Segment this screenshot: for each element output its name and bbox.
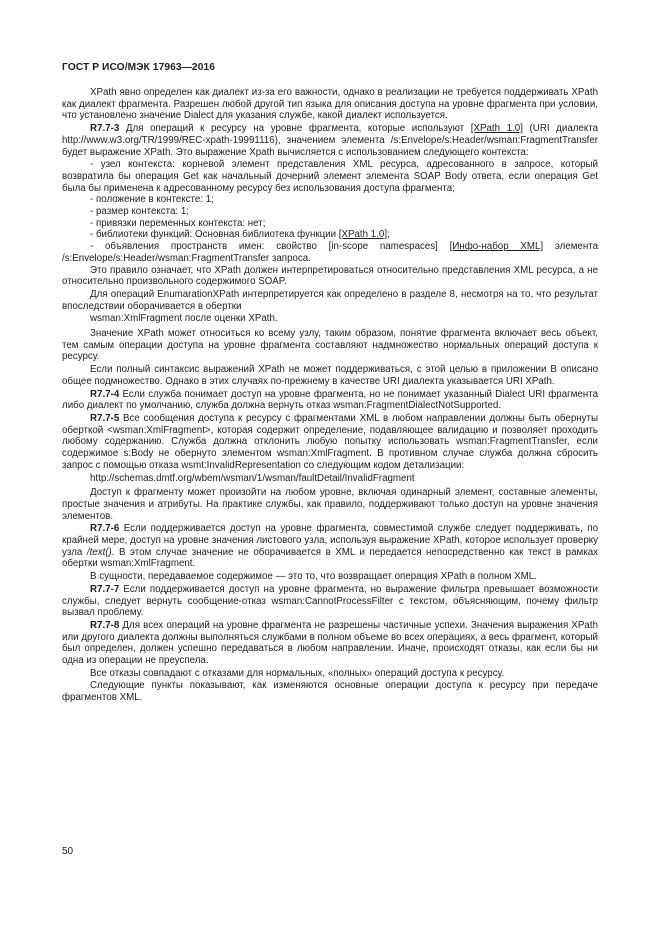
paragraph-faults-match: Все отказы совпадают с отказами для нормальных, «полных» операций доступа к ресурсу. [90,667,505,679]
document-body [62,87,598,705]
paragraph-text: . В этом случае значение не оборачивается в XML и передается непосредственно как текст в рамках обертки wsman:XmlFragment. [62,546,598,570]
requirement-label: R7.7-3 [90,123,120,135]
paragraph-text: Для операций к ресурсу на уровне фрагмента, которые используют [119,123,471,135]
paragraph-text: Все сообщения доступа к ресурсу с фрагментами XML в любом направлении должны быть обернуты оберткой <wsman:XmlFragment>, которая содержит определение, подавляющее валидацию и позволяет проходить любому содержанию. Служба должна отклонить любую попытку использовать wsman:FragmentTransfer, если содержимое s:Body не обернуто элементом wsman:XmlFragment. В противном случае служба должна сбросить запрос с помощью отказа wsmt:InvalidRepresentation со следующим кодом детализации: [62,412,598,471]
standard-header: ГОСТ Р ИСО/МЭК 17963—2016 [62,62,215,73]
list-item-context-size: - размер контекста: 1; [90,206,189,218]
paragraph-xpath-subset: Если полный синтаксис выражений XPath не может поддерживаться, с этой целью в приложении В описано общее подмножество. Однако в этих случаях по-прежнему в качестве URI диалекта указывается URI XPath. [62,364,598,387]
reference-link-xml-infoset[interactable]: [Инфо-набор XML] [449,241,544,253]
page-number: 50 [62,846,74,857]
paragraph-enumeration-xpath: Для операций EnumarationXPath интерпретируется как определено в разделе 8, несмотря на то, что результат впоследствии оборачивается в обертки [62,288,598,312]
list-item-text: элемента /s:Envelope/s:Header/wsman:FragmentTransfer запроса. [62,241,599,264]
list-item-text: - объявления пространств имен: свойство [in-scope namespaces] [90,241,450,253]
paragraph-text: Если поддерживается доступ на уровне фрагмента, совместимой службе следует поддерживать, по крайней мере, доступ на уровне значения листового узла, используя выражение XPath, которое использует проверку узла [62,523,598,558]
requirement-label: R7.7-5 [90,412,120,424]
list-item-variable-bindings: - привязки переменных контекста: нет; [90,217,266,229]
list-item-context-node: - узел контекста: корневой элемент представления XML ресурса, адресованного в запросе, который возвратила бы операция Get как начальный дочерний элемент элемента SOAP Body ответа, если операция Get была бы применена к адресованному ресурсу без использования доступа фрагмента; [62,159,598,194]
list-item-text: - библиотеки функций: Основная библиотека функции [90,229,339,241]
requirement-label: R7.7-7 [90,583,120,595]
paragraph-italic-text: /text() [86,546,112,558]
reference-link-xpath[interactable]: [XPath 1.0] [338,229,388,241]
requirement-label: R7.7-8 [90,619,120,631]
paragraph-xpath-dialect: XPath явно определен как диалект из-за его важности, однако в реализации не требуется поддерживать XPath как диалект фрагмента. Разрешен любой другой тип языка для описания доступа на уровне фрагмента при условии, что установлено значение Dialect для указания службе, какой диалект используется. [62,87,598,122]
paragraph-r7-7-3 [62,123,598,158]
reference-link-xpath[interactable]: [XPath 1.0] [470,123,523,135]
requirement-label: R7.7-4 [90,388,120,400]
paragraph-r7-7-4 [62,389,598,412]
list-item-context-position: - положение в контексте: 1; [90,194,214,206]
list-item-text: ; [387,229,390,241]
paragraph-text: Для всех операций на уровне фрагмента не разрешены частичные успехи. Значения выражения XPath или другого диалекта должны выполняться службами в полном объеме во всех операциях, а весь фрагмент, который был определен, должен успешно передаваться в любом направлении. Иначе, происходят отказы, как если бы ни одна из операции не преуспела. [62,619,598,667]
list-item-function-library [62,229,598,241]
paragraph-text: (URI диалекта http://www.w3.org/TR/1999/REC-xpath-19991116), значением элемента /s:Envelope/s:Header/wsman:FragmentTransfer будет выражение XPath. Это выражение Xpath вычисляется с использованием следующего контекста: [62,123,599,158]
fault-detail-uri: http://schemas.dmtf.org/wbem/wsman/1/wsman/faultDetail/InvalidFragment [90,472,415,484]
requirement-label: R7.7-6 [90,523,120,535]
paragraph-r7-7-5 [62,413,598,472]
paragraph-r7-7-8 [62,620,598,667]
paragraph-transferred-content: В сущности, передаваемое содержимое — это то, что возвращает операция XPath в полном XML. [90,571,537,583]
paragraph-fragment-levels: Доступ к фрагменту может произойти на любом уровне, включая одинарный элемент, составные элементы, простые значения и атрибуты. На практике службы, как правило, поддерживают только доступ на уровне значения элементов. [62,487,598,522]
list-item-namespace-declarations [62,241,598,264]
paragraph-following-items: Следующие пункты показывают, как изменяются основные операции доступа к ресурсу при передаче фрагментов XML. [62,680,598,704]
paragraph-text: Если служба понимает доступ на уровне фрагмента, но не понимает указанный Dialect URI фрагмента либо диалект по умолчанию, служба должна вернуть отказ wsman:FragmentDialectNotSupported. [62,388,598,412]
paragraph-rule-meaning: Это правило означает, что XPath должен интерпретироваться относительно представления XML ресурса, а не относительно произвольного содержимого SOAP. [62,264,598,288]
paragraph-r7-7-6 [62,523,598,570]
paragraph-xpath-whole-node: Значение XPath может относиться ко всему узлу, таким образом, понятие фрагмента включает весь объект, тем самым операции доступа на уровне фрагмента составляют надмножество нормальных операций доступа к ресурсу. [62,328,598,363]
paragraph-text: Если поддерживается доступ на уровне фрагмента, но выражение фильтра превышает возможности службы, следует вернуть сообщение-отказ wsman:CannotProcessFilter с текстом, объясняющим, почему фильтр вызвал проблему. [62,583,598,619]
paragraph-r7-7-7 [62,584,598,619]
paragraph-xml-fragment-wrap: wsman:XmlFragment после оценки XPath. [90,313,278,325]
